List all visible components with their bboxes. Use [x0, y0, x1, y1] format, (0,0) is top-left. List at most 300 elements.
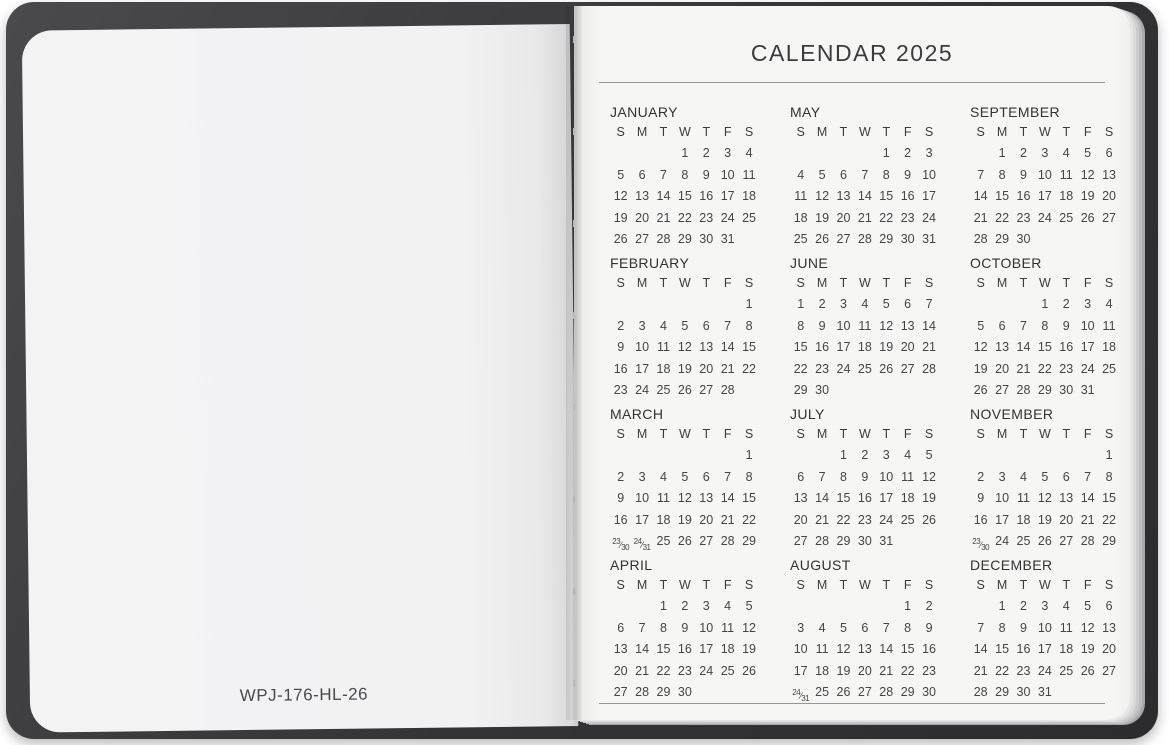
date-cell: 27	[635, 231, 650, 246]
date-cell: 3	[1084, 297, 1092, 312]
weekday-cell: T	[839, 125, 848, 139]
date-cell: 18	[656, 361, 671, 376]
weekday-cell: S	[924, 125, 934, 139]
date-cell: 7	[861, 167, 869, 182]
date-cell: 27	[1102, 663, 1116, 678]
date-cell: 14	[815, 491, 830, 506]
date-cell: 25	[656, 382, 671, 397]
date-cell: 29	[900, 684, 915, 699]
date-cell: 11	[858, 318, 872, 333]
date-cell: 27	[857, 684, 872, 699]
week-row	[610, 682, 760, 703]
date-cell	[811, 445, 832, 466]
weekday-header	[610, 273, 760, 294]
week-row	[790, 359, 940, 380]
date-cell: 29	[1037, 382, 1052, 397]
date-cell: 18	[1102, 340, 1116, 355]
month-name: APRIL	[610, 557, 653, 573]
date-cell: 8	[660, 620, 667, 635]
date-cell: 1	[904, 599, 912, 614]
date-cell: 10	[720, 167, 735, 182]
week-row	[970, 294, 1120, 315]
date-cell	[674, 294, 695, 315]
week-row	[970, 596, 1120, 617]
date-cell: 4	[1105, 297, 1113, 312]
date-cell: 17	[879, 491, 894, 506]
date-cell	[631, 596, 652, 617]
date-cell: 9	[977, 491, 985, 506]
weekday-cell: T	[1019, 578, 1028, 592]
weekday-cell: W	[858, 578, 871, 592]
date-cell	[833, 596, 854, 617]
weekday-header	[970, 122, 1120, 143]
weekday-cell: M	[636, 125, 648, 139]
week-row	[790, 208, 940, 229]
date-cell	[696, 445, 717, 466]
date-cell: 23	[900, 210, 915, 225]
date-cell: 10	[1037, 620, 1052, 635]
date-cell: 14	[635, 642, 650, 657]
week-row	[610, 531, 760, 552]
date-cell: 13	[1059, 491, 1074, 506]
date-cell: 8	[1105, 469, 1113, 484]
week-row	[970, 316, 1120, 337]
date-cell: 22	[742, 512, 756, 527]
weekday-cell: T	[1019, 125, 1028, 139]
date-cell: 25	[793, 231, 808, 246]
date-cell: $^{24}⁄_{31}$	[792, 687, 810, 703]
weekday-cell: S	[744, 427, 754, 441]
date-cell: 2	[1062, 297, 1070, 312]
date-cell: 30	[677, 684, 692, 699]
date-cell	[876, 380, 897, 401]
date-cell: 17	[995, 512, 1010, 527]
date-cell: 11	[742, 167, 756, 182]
week-row	[610, 316, 760, 337]
date-cell: 8	[797, 318, 805, 333]
date-cell	[717, 294, 738, 315]
date-cell: 8	[1041, 318, 1049, 333]
date-cell	[1077, 229, 1098, 250]
date-cell: 28	[720, 533, 735, 548]
date-cell: 13	[699, 340, 714, 355]
weekday-cell: M	[996, 276, 1008, 290]
weekday-cell: T	[1062, 276, 1071, 290]
week-row	[970, 208, 1120, 229]
date-cell: 13	[635, 189, 650, 204]
date-cell: 28	[720, 382, 735, 397]
date-cell: 5	[681, 318, 689, 333]
weekday-cell: T	[839, 276, 848, 290]
weekday-cell: S	[924, 276, 934, 290]
date-cell: 10	[836, 318, 851, 333]
date-cell: 9	[1020, 620, 1027, 635]
week-row	[790, 380, 940, 401]
date-cell: 10	[699, 620, 714, 635]
weekday-cell: T	[1062, 427, 1071, 441]
date-cell: 15	[742, 491, 756, 506]
date-cell: 30	[857, 533, 872, 548]
date-cell: $^{23}⁄_{30}$	[972, 536, 990, 552]
date-cell: 29	[836, 533, 851, 548]
date-cell: 17	[793, 663, 808, 678]
date-cell: 23	[1059, 361, 1074, 376]
date-cell: 11	[1102, 318, 1116, 333]
date-cell: 14	[922, 318, 936, 333]
date-cell: 21	[720, 361, 735, 376]
weekday-cell: T	[659, 125, 668, 139]
date-cell: 24	[922, 210, 936, 225]
weekday-cell: S	[744, 578, 754, 592]
date-cell: 3	[797, 620, 805, 635]
date-cell: 8	[882, 167, 890, 182]
date-cell: 25	[1059, 663, 1074, 678]
date-cell: 4	[1062, 599, 1070, 614]
month-name: MARCH	[610, 406, 664, 422]
date-cell: 15	[656, 642, 671, 657]
date-cell	[653, 294, 674, 315]
weekday-header	[790, 424, 940, 445]
date-cell: 4	[724, 599, 732, 614]
weekday-cell: F	[903, 125, 912, 139]
weekday-cell: S	[976, 125, 985, 139]
weekday-cell: S	[1104, 427, 1114, 441]
date-cell	[610, 596, 631, 617]
date-cell: 8	[840, 469, 847, 484]
date-cell: 3	[882, 448, 890, 463]
weekday-cell: S	[616, 578, 625, 592]
date-cell: 20	[1102, 642, 1116, 657]
date-cell: 7	[638, 620, 646, 635]
date-cell: 25	[742, 210, 756, 225]
date-cell: 4	[660, 318, 667, 333]
date-cell: 21	[815, 512, 830, 527]
date-cell: 25	[720, 663, 735, 678]
weekday-cell: W	[1038, 578, 1051, 592]
week-row	[970, 229, 1120, 250]
date-cell: 6	[904, 297, 912, 312]
date-cell: 27	[793, 533, 808, 548]
date-cell: 15	[879, 189, 894, 204]
month-block	[970, 102, 1120, 253]
date-cell: 16	[1059, 340, 1074, 355]
weekday-cell: S	[744, 125, 754, 139]
date-cell: 3	[925, 146, 933, 161]
weekday-cell: S	[796, 276, 805, 290]
weekday-cell: T	[839, 427, 848, 441]
date-cell: 6	[617, 620, 625, 635]
date-cell: 6	[702, 469, 710, 484]
date-cell: 22	[742, 361, 756, 376]
date-cell: 6	[1105, 599, 1113, 614]
date-cell: 15	[793, 340, 808, 355]
weekday-cell: M	[996, 125, 1008, 139]
weekday-header	[970, 273, 1120, 294]
date-cell: 11	[656, 491, 670, 506]
date-cell: 18	[793, 210, 808, 225]
date-cell: 14	[973, 189, 988, 204]
week-row	[790, 618, 940, 639]
date-cell	[970, 445, 991, 466]
weekday-cell: W	[678, 276, 691, 290]
date-cell: 14	[973, 642, 988, 657]
date-cell: 5	[882, 297, 890, 312]
date-cell: 6	[797, 469, 805, 484]
date-cell: 20	[793, 512, 808, 527]
date-cell: 29	[995, 231, 1010, 246]
date-cell: 10	[635, 491, 650, 506]
date-cell: 20	[635, 210, 650, 225]
date-cell: 24	[995, 533, 1010, 548]
date-cell: 18	[900, 491, 915, 506]
date-cell: 27	[900, 361, 915, 376]
date-cell: 4	[904, 448, 912, 463]
date-cell: 26	[1037, 533, 1052, 548]
date-cell: 16	[613, 512, 628, 527]
date-cell: 11	[1016, 491, 1030, 506]
week-row	[970, 143, 1120, 164]
weekday-header	[610, 575, 760, 596]
date-cell: 24	[879, 512, 894, 527]
date-cell: 8	[745, 318, 753, 333]
weekday-cell: M	[636, 578, 648, 592]
date-cell: 31	[922, 231, 936, 246]
date-cell: 26	[613, 231, 628, 246]
date-cell: 16	[1016, 189, 1031, 204]
date-cell: 10	[635, 340, 650, 355]
weekday-cell: M	[996, 427, 1008, 441]
date-cell: 6	[1105, 146, 1113, 161]
date-cell: 22	[879, 210, 894, 225]
date-cell	[854, 380, 875, 401]
date-cell: 28	[922, 361, 936, 376]
date-cell: 23	[815, 361, 830, 376]
date-cell: 7	[724, 469, 732, 484]
date-cell: 23	[857, 512, 872, 527]
week-row	[610, 467, 760, 488]
week-row	[970, 488, 1120, 509]
weekday-cell: M	[636, 276, 648, 290]
date-cell: 15	[900, 642, 915, 657]
date-cell: 13	[857, 642, 872, 657]
date-cell: 7	[818, 469, 826, 484]
date-cell	[854, 143, 875, 164]
weekday-cell: T	[702, 427, 711, 441]
week-row	[790, 143, 940, 164]
date-cell: 18	[656, 512, 671, 527]
weekday-cell: F	[1083, 276, 1092, 290]
date-cell: 28	[973, 231, 988, 246]
date-cell: 19	[1080, 189, 1095, 204]
date-cell: 13	[793, 491, 808, 506]
date-cell: 24	[1080, 361, 1095, 376]
date-cell: 12	[1037, 491, 1052, 506]
date-cell	[1077, 445, 1098, 466]
date-cell: 20	[699, 361, 714, 376]
week-row	[970, 467, 1120, 488]
date-cell: 6	[702, 318, 710, 333]
weekday-cell: S	[1104, 276, 1114, 290]
date-cell: 20	[900, 340, 915, 355]
date-cell: 22	[677, 210, 692, 225]
weekday-cell: W	[678, 427, 691, 441]
date-cell	[653, 445, 674, 466]
date-cell: 12	[1080, 167, 1095, 182]
weekday-cell: M	[636, 427, 648, 441]
date-cell: 26	[1080, 210, 1095, 225]
month-block	[970, 253, 1120, 404]
week-row	[790, 661, 940, 682]
date-cell: 26	[815, 231, 830, 246]
date-cell: 16	[1016, 642, 1031, 657]
date-cell	[790, 596, 811, 617]
date-cell: 29	[1102, 533, 1116, 548]
week-row	[970, 359, 1120, 380]
week-row	[970, 661, 1120, 682]
date-cell: 30	[815, 382, 830, 397]
date-cell: 2	[1020, 599, 1027, 614]
month-block	[970, 555, 1120, 706]
date-cell	[991, 294, 1012, 315]
product-code: WPJ-176-HL-26	[239, 684, 369, 706]
date-cell: 16	[677, 642, 692, 657]
date-cell: 17	[699, 642, 714, 657]
date-cell: 6	[1062, 469, 1070, 484]
date-cell: 12	[677, 340, 692, 355]
weekday-cell: F	[723, 427, 732, 441]
week-row	[790, 165, 940, 186]
date-cell: 9	[681, 620, 689, 635]
week-row	[610, 445, 760, 466]
date-cell: $^{24}⁄_{31}$	[633, 536, 651, 552]
date-cell: 19	[613, 210, 628, 225]
date-cell: 26	[742, 663, 756, 678]
date-cell: 11	[721, 620, 735, 635]
date-cell: 22	[793, 361, 808, 376]
date-cell	[610, 294, 631, 315]
week-row	[790, 531, 940, 552]
date-cell: 12	[922, 469, 936, 484]
bottom-rule	[599, 703, 1105, 704]
month-name: FEBRUARY	[610, 255, 690, 271]
date-cell	[1077, 682, 1098, 703]
date-cell: 19	[879, 340, 894, 355]
date-cell	[610, 445, 631, 466]
date-cell: 22	[656, 663, 671, 678]
date-cell	[1056, 229, 1077, 250]
date-cell: $^{23}⁄_{30}$	[612, 536, 630, 552]
date-cell: 14	[1016, 340, 1031, 355]
date-cell: 10	[1037, 167, 1052, 182]
weekday-cell: M	[816, 578, 828, 592]
date-cell: 26	[1080, 663, 1095, 678]
date-cell: 2	[861, 448, 869, 463]
date-cell: 1	[1041, 297, 1049, 312]
date-cell: 9	[925, 620, 933, 635]
date-cell: 30	[1016, 684, 1031, 699]
date-cell: 2	[904, 146, 912, 161]
week-row	[610, 618, 760, 639]
weekday-cell: F	[903, 427, 912, 441]
date-cell: 29	[677, 231, 692, 246]
date-cell: 1	[882, 146, 890, 161]
weekday-cell: M	[816, 276, 828, 290]
weekday-cell: S	[1104, 125, 1114, 139]
date-cell: 5	[1041, 469, 1049, 484]
date-cell: 5	[818, 167, 826, 182]
weekday-cell: T	[882, 427, 891, 441]
weekday-cell: S	[616, 276, 625, 290]
date-cell	[970, 294, 991, 315]
date-cell: 16	[973, 512, 988, 527]
date-cell: 2	[617, 318, 625, 333]
date-cell: 16	[613, 361, 628, 376]
date-cell: 26	[677, 382, 692, 397]
date-cell: 16	[922, 642, 936, 657]
weekday-cell: W	[858, 125, 871, 139]
date-cell: 9	[1062, 318, 1070, 333]
weekday-cell: W	[1038, 125, 1051, 139]
date-cell: 18	[1059, 642, 1074, 657]
week-row	[610, 337, 760, 358]
date-cell: 21	[720, 512, 735, 527]
weekday-cell: S	[616, 427, 625, 441]
date-cell: 12	[742, 620, 756, 635]
date-cell: 5	[745, 599, 753, 614]
week-row	[970, 445, 1120, 466]
date-cell: 25	[857, 361, 872, 376]
date-cell: 2	[818, 297, 826, 312]
date-cell: 7	[724, 318, 732, 333]
date-cell: 13	[836, 189, 851, 204]
weekday-cell: F	[723, 578, 732, 592]
date-cell: 23	[613, 382, 628, 397]
date-cell: 3	[702, 599, 710, 614]
month-name: DECEMBER	[970, 557, 1053, 573]
date-cell	[631, 445, 652, 466]
weekday-header	[970, 575, 1120, 596]
week-row	[610, 380, 760, 401]
date-cell: 3	[840, 297, 847, 312]
date-cell: 15	[742, 340, 756, 355]
date-cell: 21	[857, 210, 872, 225]
date-cell: 17	[1080, 340, 1095, 355]
date-cell: 4	[797, 167, 805, 182]
weekday-cell: T	[882, 125, 891, 139]
date-cell	[1056, 445, 1077, 466]
date-cell: 9	[904, 167, 912, 182]
date-cell: 12	[1080, 620, 1095, 635]
date-cell	[674, 445, 695, 466]
week-row	[790, 510, 940, 531]
date-cell	[1013, 294, 1034, 315]
date-cell: 17	[1037, 189, 1052, 204]
date-cell: 18	[742, 189, 756, 204]
date-cell: 11	[1059, 167, 1073, 182]
date-cell: 20	[613, 663, 628, 678]
date-cell: 8	[998, 167, 1006, 182]
date-cell: 15	[995, 642, 1010, 657]
date-cell: 28	[857, 231, 872, 246]
date-cell: 30	[900, 231, 915, 246]
date-cell: 17	[635, 361, 650, 376]
weekday-cell: S	[976, 276, 985, 290]
date-cell	[1098, 229, 1119, 250]
date-cell: 28	[656, 231, 671, 246]
week-row	[790, 682, 940, 703]
date-cell: 28	[815, 533, 830, 548]
left-page	[22, 24, 579, 733]
